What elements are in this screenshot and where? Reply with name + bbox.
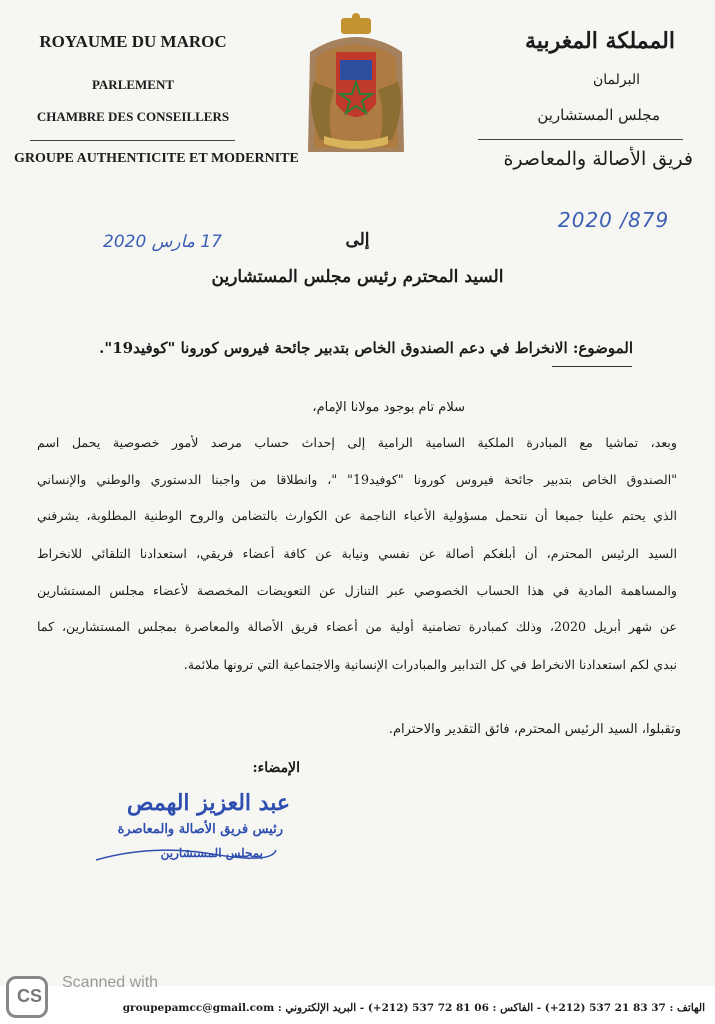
subject-underline xyxy=(552,366,632,367)
scanned-with-text: Scanned with xyxy=(62,974,159,991)
header-ar-divider xyxy=(478,139,683,140)
body-line: والمساهمة المادية في هذا الحساب الخصوصي عبر التنازل عن التعويضات المخصصة لأعضاء مجلس المستشارين xyxy=(37,583,677,598)
header-ar-country: المملكة المغربية xyxy=(525,28,675,54)
body-line: عن شهر أبريل 2020، وذلك كمبادرة تضامنية أولية من أعضاء فريق الأصالة والمعاصرة بمجلس المستشارين، كما xyxy=(37,619,677,634)
header-fr-chamber: CHAMBRE DES CONSEILLERS xyxy=(36,109,230,124)
signature-title: رئيس فريق الأصالة والمعاصرة xyxy=(117,822,283,837)
signature-label: الإمضاء: xyxy=(252,760,300,776)
signature-stroke xyxy=(92,840,278,870)
header-fr-group: GROUPE AUTHENTICITE ET MODERNITE xyxy=(14,151,299,166)
body-line: الذي يحتم علينا جميعا أن نتحمل مسؤولية الأعباء الناجمة عن الكوارث بالتضامن والروح الوطنية المطلوبة، يشرفني xyxy=(37,508,677,523)
body-line: نبدي لكم استعدادنا الانخراط في كل التدابير والمبادرات الإنسانية والاجتماعية التي ترونها ملائمة. xyxy=(183,657,677,672)
signature-name: عبد العزيز الهمص xyxy=(126,790,290,816)
recipient: السيد المحترم رئيس مجلس المستشارين xyxy=(211,267,504,287)
header-fr-parliament: PARLEMENT xyxy=(91,77,175,92)
signature-chamber: بمجلس المستشارين xyxy=(160,846,263,860)
reference-number: 2020 /879 xyxy=(558,208,670,232)
letter-date: 17 مارس 2020 xyxy=(103,232,222,252)
header-ar-chamber: مجلس المستشارين xyxy=(537,106,660,124)
greeting: سلام تام بوجود مولانا الإمام، xyxy=(312,400,465,415)
camscanner-logo xyxy=(6,976,48,1018)
subject-line: الموضوع: الانخراط في دعم الصندوق الخاص بتدبير جائحة فيروس كورونا "كوفيد19". xyxy=(99,339,633,357)
footer-contact: الهاتف : 37 83 21 537 (212+) - الفاكس : 06 81 72 537 (212+) - البريد الإلكتروني : groupepamcc@gmail.com xyxy=(122,1002,705,1014)
body-line: السيد الرئيس المحترم، أن أبلغكم أصالة عن نفسي ونيابة عن كافة أعضاء فريقي، استعدادنا التلقائي للانخراط xyxy=(37,546,677,561)
body-line: "الصندوق الخاص بتدبير جائحة فيروس كورونا "كوفيد19" "، وانطلاقا من واجبنا الدستوري والوطني والإنساني xyxy=(37,472,677,487)
closing-line: وتقبلوا، السيد الرئيس المحترم، فائق التقدير والاحترام. xyxy=(388,722,681,737)
header-ar-group: فريق الأصالة والمعاصرة xyxy=(503,148,693,170)
to-label: إلى xyxy=(345,230,370,250)
header-ar-parliament: البرلمان xyxy=(592,72,640,88)
body-line: وبعد، تماشيا مع المبادرة الملكية السامية الرامية إلى إحداث حساب مرصد لأمور خصوصية يحمل اسم xyxy=(37,435,677,450)
coat-of-arms-emblem xyxy=(300,12,412,157)
camscanner-logo-letters: CS xyxy=(17,986,43,1006)
header-fr-divider xyxy=(30,140,235,141)
header-fr-country: ROYAUME DU MAROC xyxy=(39,32,227,51)
